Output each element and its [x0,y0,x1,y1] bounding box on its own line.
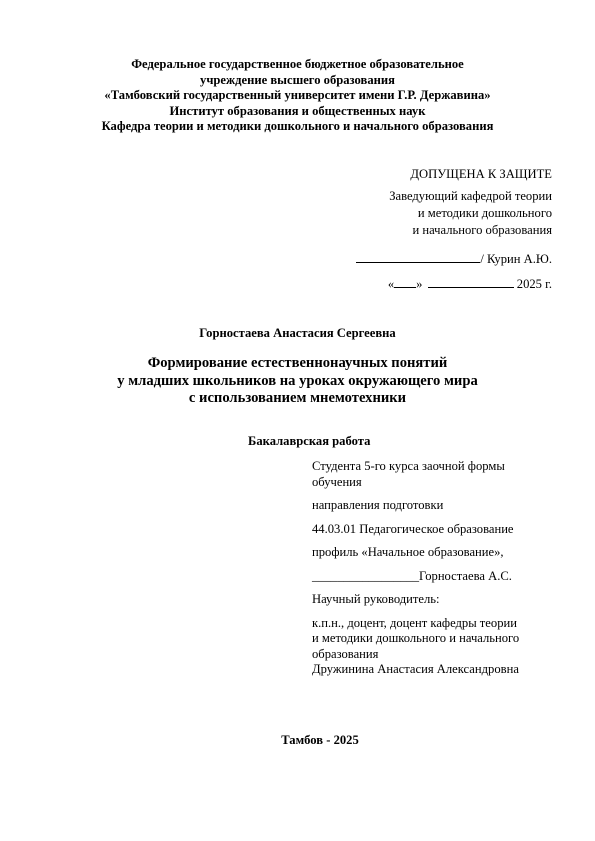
supervisor-line: к.п.н., доцент, доцент кафедры теории [312,615,517,630]
date-year: 2025 г. [516,277,552,291]
signature-blank: _________________ [312,568,420,583]
date-close-quote: » [416,277,423,291]
supervisor-name: Дружинина Анастасия Александровна [312,662,519,676]
department-head-title [292,188,552,239]
course-line: обучения [312,474,362,489]
supervisor-line: образования [312,646,379,661]
course-info [312,459,562,490]
direction-code: 44.03.01 Педагогическое образование [312,521,514,536]
signature-blank [356,250,480,263]
city-year: Тамбов - 2025 [281,733,359,747]
institution-header [0,57,595,135]
thesis-title [0,355,595,408]
supervisor-line: и методики дошкольного и начального [312,631,520,645]
header-line: Кафедра теории и методики дошкольного и начального образования [101,119,494,134]
header-line: учреждение высшего образования [200,72,395,87]
header-line: Федеральное государственное бюджетное образовательное [131,57,464,71]
supervisor-info [312,616,562,678]
header-line: Институт образования и общественных наук [169,103,426,118]
title-line: у младших школьников на уроках окружающего мира [117,372,478,389]
approval-block [292,166,552,292]
header-line: «Тамбовский государственный университет имени Г.Р. Державина» [104,88,491,103]
student-name: Горностаева А.С. [419,568,512,583]
profile: профиль «Начальное образование», [312,545,504,559]
title-line: Формирование естественнонаучных понятий [147,355,448,371]
head-name: / Курин А.Ю. [480,252,552,266]
head-signature-line [292,250,552,267]
work-type: Бакалаврская работа [248,434,371,448]
student-info [312,459,562,686]
direction-label: направления подготовки [312,498,444,512]
student-signature [312,569,562,585]
head-line: Заведующий кафедрой теории [389,189,552,203]
author-name: Горностаева Анастасия Сергеевна [199,326,396,340]
month-blank [428,275,514,288]
approval-date [292,275,552,292]
approval-stamp: ДОПУЩЕНА К ЗАЩИТЕ [410,167,552,181]
day-blank [394,275,416,288]
head-line: и методики дошкольного [417,206,552,220]
title-line: с использованием мнемотехники [188,390,407,406]
course-line: Студента 5-го курса заочной формы [312,459,505,473]
head-line: и начального образования [412,223,552,237]
date-open-quote: « [387,277,395,291]
supervisor-label: Научный руководитель: [312,592,440,606]
